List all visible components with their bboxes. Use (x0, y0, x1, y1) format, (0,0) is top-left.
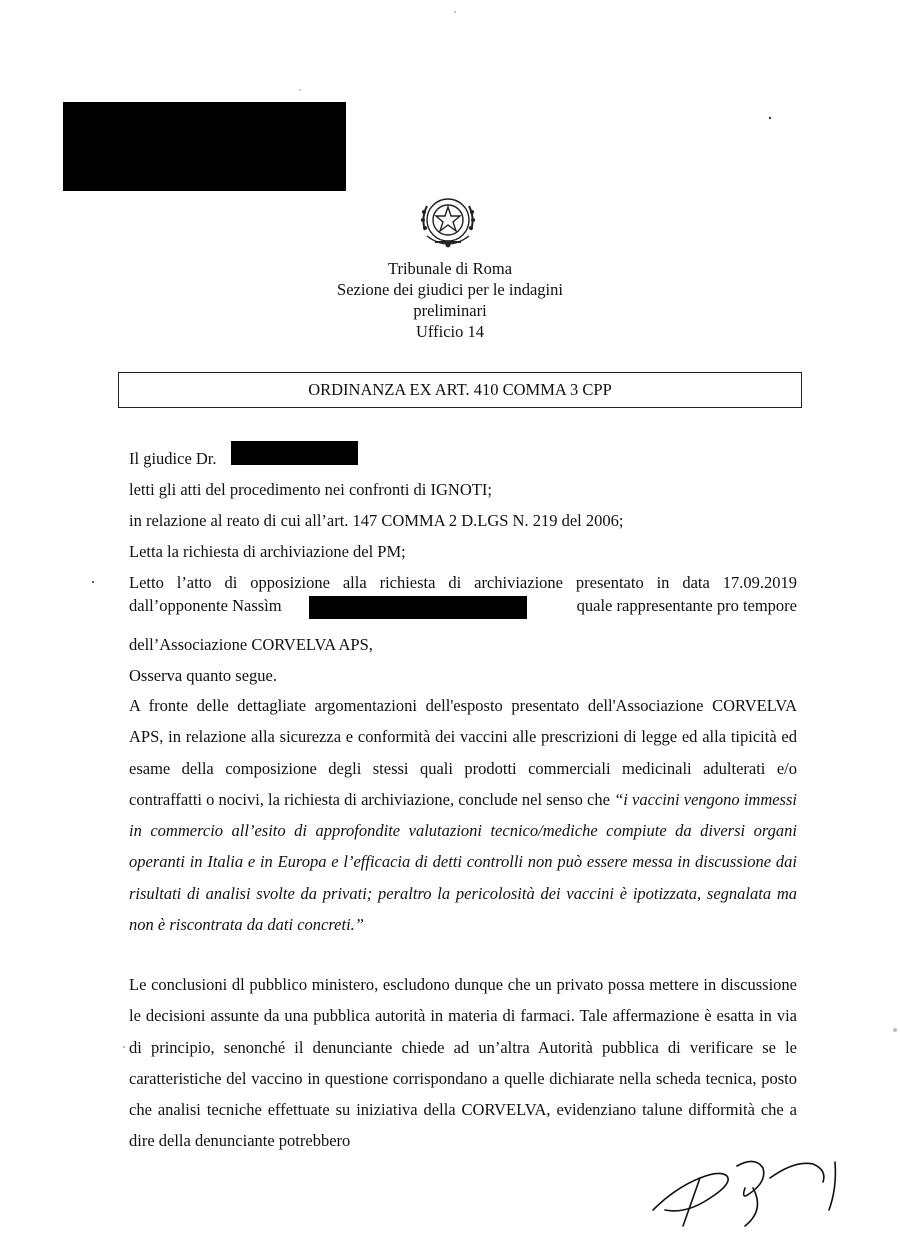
opponente-prefix: dall’opponente Nassìm (129, 596, 282, 615)
intro-osserva: Osserva quanto segue. (129, 666, 278, 685)
paragraph-1-text: A fronte delle dettagliate argomentazioni dell'esposto presentato dell'Associazione CORVELVA APS, in relazione alla sicurezza e conformità dei vaccini alle prescrizioni di legge ed alla tipicità ed esame della composizione degli stessi quali prodotti commerciali medicinali adulterati e/o contraffatti o nocivi, la richiesta di archiviazione, conclude nel senso che (129, 696, 797, 809)
court-header (250, 258, 650, 342)
opponente-suffix: quale rappresentante pro tempore (576, 596, 797, 615)
redacted-judge-name (231, 441, 358, 465)
document-title-box (118, 372, 802, 408)
judge-label: Il giudice Dr. (129, 449, 217, 468)
document-title: ORDINANZA EX ART. 410 COMMA 3 CPP (308, 380, 612, 399)
handwritten-signature (645, 1148, 850, 1230)
paragraph-1-quote: “i vaccini vengono immessi in commercio all’esito di approfondite valutazioni tecnico/mediche compiute da diversi organi operanti in Italia e in Europa e l’efficacia di detti controlli non può essere messa in discussione dai risultati di analisi svolte da privati; peraltro la pericolosità dei vaccini è ipotizzata, segnalata ma non è riscontrata da dati concreti.” (129, 789, 797, 935)
redacted-opponent-surname (309, 596, 527, 619)
italian-republic-emblem-icon (415, 190, 481, 256)
intro-line-reato: in relazione al reato di cui all’art. 147 COMMA 2 D.LGS N. 219 del 2006; (129, 511, 624, 530)
paragraph-1 (129, 690, 797, 940)
court-section: Sezione dei giudici per le indagini (337, 280, 563, 299)
intro-line-letta: Letta la richiesta di archiviazione del PM; (129, 542, 406, 561)
court-office: Ufficio 14 (416, 322, 484, 341)
paragraph-2 (129, 969, 797, 1157)
intro-line-letto: Letto l’atto di opposizione alla richiesta di archiviazione presentato in data 17.09.2019 (129, 573, 797, 592)
intro-associazione: dell’Associazione CORVELVA APS, (129, 635, 373, 654)
intro-line-letti: letti gli atti del procedimento nei confronti di IGNOTI; (129, 480, 492, 499)
paragraph-2-text: Le conclusioni dl pubblico ministero, escludono dunque che un privato possa mettere in discussione le decisioni assunte da una pubblica autorità in materia di farmaci. Tale affermazione è esatta in via di principio, senonché il denunciante chiede ad un’altra Autorità pubblica di verificare se le caratteristiche del vaccino in questione corrispondano a quelle dichiarate nella scheda tecnica, posto che analisi tecniche effettuate su iniziativa della CORVELVA, evidenziano talune difformità che a dire della denunciante potrebbero (129, 975, 797, 1151)
redacted-header-block (63, 102, 346, 191)
court-name: Tribunale di Roma (387, 259, 513, 278)
court-section-cont: preliminari (413, 301, 487, 320)
judge-line (129, 449, 217, 469)
